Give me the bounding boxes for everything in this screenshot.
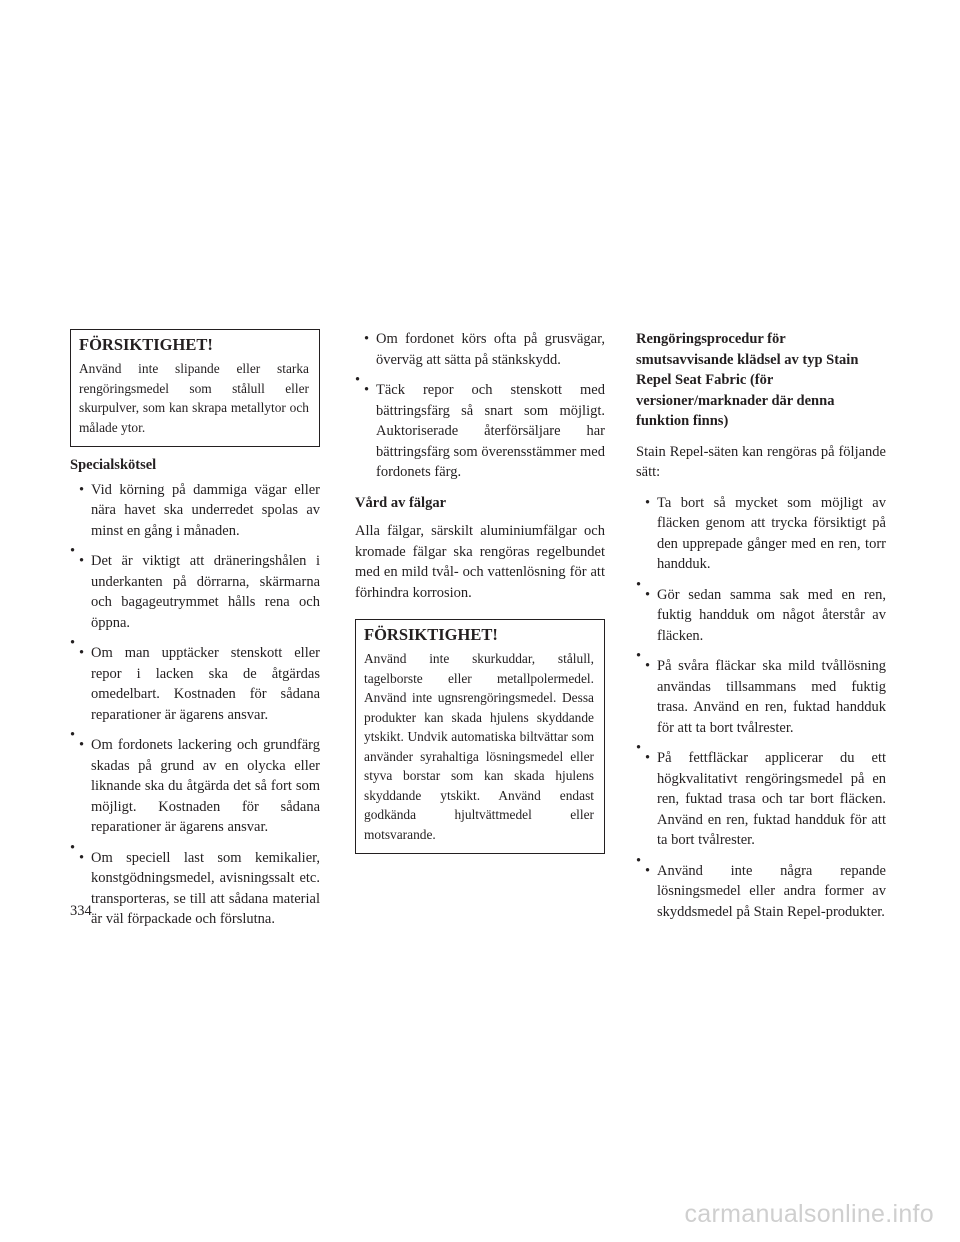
list-item: • Ta bort så mycket som möjligt av fläcken genom att trycka försiktigt på den upprepade gånger med en ren, torr handduk. [636,493,886,575]
wheel-care-paragraph: Alla fälgar, särskilt aluminiumfälgar och kromade fälgar ska rengöras regelbundet med en mild tvål- och vattenlösning för att förhindra korrosion. [355,523,605,601]
section-heading-wheel-care: Vård av fälgar [355,494,447,511]
list-item: • På svåra fläckar ska mild tvållösning användas tillsammans med fuktig trasa. Använd en ren, fuktad handduk för att ta bort tvålrester. [636,656,886,738]
list-item: • Täck repor och stenskott med bättringsfärg så snart som möjligt. Auktoriserade återförsäljare har bättringsfärg som överensstämmer med fordonets färg. [355,380,605,483]
list-item: • Om man upptäcker stenskott eller repor i lacken ska de åtgärdas omedelbart. Kostnaden för sådana reparationer är ägarens ansvar. [70,643,320,725]
section-heading-special-care: Specialskötsel [70,457,157,473]
special-care-list [70,480,320,930]
list-item: • Om fordonets lackering och grundfärg skadas på grund av en olycka eller liknande ska du åtgärda det så fort som möjligt. Kostnaden för sådana reparationer är ägarens ansvar. [70,735,320,838]
stain-repel-list [636,493,886,923]
page-number: 334 [70,903,92,919]
middle-column [355,329,605,854]
caution-text: Använd inte skurkuddar, stålull, tagelborste eller metallpolermedel. Använd inte ugnsrengöringsmedel. Dessa produkter kan skada hjulens skyddande ytskikt. Undvik automatiska biltvättar som använder syrahaltiga lösningsmedel eller styva borstar som kan skada hjulens skyddande ytskikt. Använd endast godkända hjultvättmedel eller motsvarande. [364,651,594,842]
caution-box [355,619,605,854]
list-item: • Det är viktigt att dräneringshålen i underkanten på dörrarna, skärmarna och bagageutrymmet hålls rena och öppna. [70,551,320,633]
caution-title: FÖRSIKTIGHET! [364,625,498,644]
paint-care-list [355,329,605,483]
stain-repel-intro: Stain Repel-säten kan rengöras på följande sätt: [636,443,886,480]
left-column [70,329,320,930]
list-item: • Vid körning på dammiga vägar eller nära havet ska underredet spolas av minst en gång i månaden. [70,480,320,542]
list-item: • Gör sedan samma sak med en ren, fuktig handduk om något återstår av fläcken. [636,585,886,647]
caution-title: FÖRSIKTIGHET! [79,335,213,354]
right-column [636,329,886,922]
list-item: • Om fordonet körs ofta på grusvägar, överväg att sätta på stänkskydd. [355,329,605,370]
caution-text: Använd inte slipande eller starka rengöringsmedel som stålull eller skurpulver, som kan skrapa metallytor och målade ytor. [79,361,309,435]
watermark: carmanualsonline.info [684,1200,934,1228]
list-item: • Om speciell last som kemikalier, konstgödningsmedel, avisningssalt etc. transporteras, se till att sådana material är väl förpackade och förslutna. [70,848,320,930]
list-item: • På fettfläckar applicerar du ett högkvalitativt rengöringsmedel på en ren, fuktad trasa och tar bort fläcken. Använd en ren, fuktad handduk för att ta bort tvålrester. [636,748,886,851]
section-heading-stain-repel: Rengöringsprocedur för smutsavvisande klädsel av typ Stain Repel Seat Fabric (för versioner/marknader där denna funktion finns) [636,331,859,429]
caution-box [70,329,320,447]
list-item: • Använd inte några repande lösningsmedel eller andra former av skyddsmedel på Stain Repel-produkter. [636,861,886,923]
